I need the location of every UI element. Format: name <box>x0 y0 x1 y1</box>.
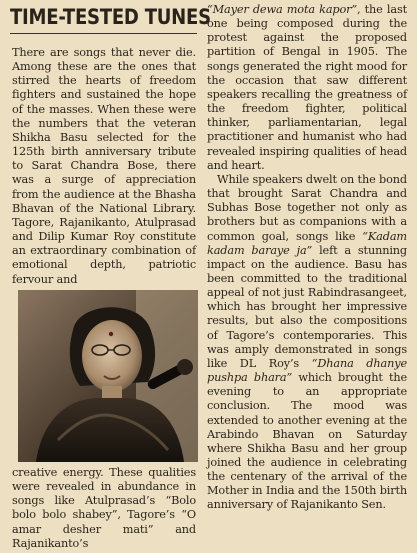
right-column <box>207 3 407 513</box>
left-column-top <box>12 46 196 287</box>
right-paragraph-1 <box>207 3 407 173</box>
headline: TIME-TESTED TUNES <box>10 5 211 29</box>
song-title-dhana-dhanye: “Dhana dhanye pushpa bhara” <box>207 356 407 385</box>
song-title-kadam-kadam: “Kadam kadam baraye ja” <box>207 229 407 257</box>
song-title-mayer-dewa: “Mayer dewa mota kapor” <box>207 3 358 16</box>
singer-portrait-image <box>18 290 198 462</box>
continuation-paragraph: creative energy. These qualities were revealed in abundance in songs like Atulprasad’s “Bolo bolo bolo shabey”, Tagore’s “O amar desher mati” and Rajanikanto’s <box>12 466 196 550</box>
headline-rule <box>10 33 197 34</box>
right-paragraph-1-text: , the last one being composed during the protest against the proposed partition of Bengal in 1905. The songs generated the right mood for the occasion that saw different speakers recalling the greatness of the freedom fighter, political thinker, parliamentarian, legal practitioner and humanist who had revealed inspiring qualities of head and heart. <box>207 3 407 172</box>
singer-photo <box>18 290 198 462</box>
right-paragraph-2-text-c: which brought the evening to an appropriate conclusion. The mood was extended to another evening at the Arabindo Bhavan on Saturday where Shikha Basu and her group joined the audience in celebrating the centenary of the arrival of the Mother in India and the 150th birth anniversary of Rajanikanto Sen. <box>207 371 407 512</box>
right-paragraph-2-text-b: left a stunning impact on the audience. Basu has been committed to the traditional appeal of not just Rabindrasangeet, which has brought her impressive results, but also the compositions of Tagore’s contemporaries. This was amply demonstrated in songs like DL Roy’s <box>207 243 407 370</box>
intro-paragraph: There are songs that never die. Among these are the ones that stirred the hearts of freedom fighters and sustained the hope of the masses. When these were the numbers that the veteran Shikha Basu selected for the 125th birth anniversary tribute to Sarat Chandra Bose, there was a surge of appreciation from the audience at the Bhasha Bhavan of the National Library. Tagore, Rajanikanto, Atulprasad and Dilip Kumar Roy constitute an extraordinary combination of emotional depth, patriotic fervour and <box>12 46 196 286</box>
right-paragraph-2 <box>207 173 407 513</box>
right-paragraph-2-text-a: While speakers dwelt on the bond that brought Sarat Chandra and Subhas Bose together not only as brothers but as companions with a common goal, songs like <box>207 172 407 243</box>
left-column-bottom <box>12 466 196 551</box>
